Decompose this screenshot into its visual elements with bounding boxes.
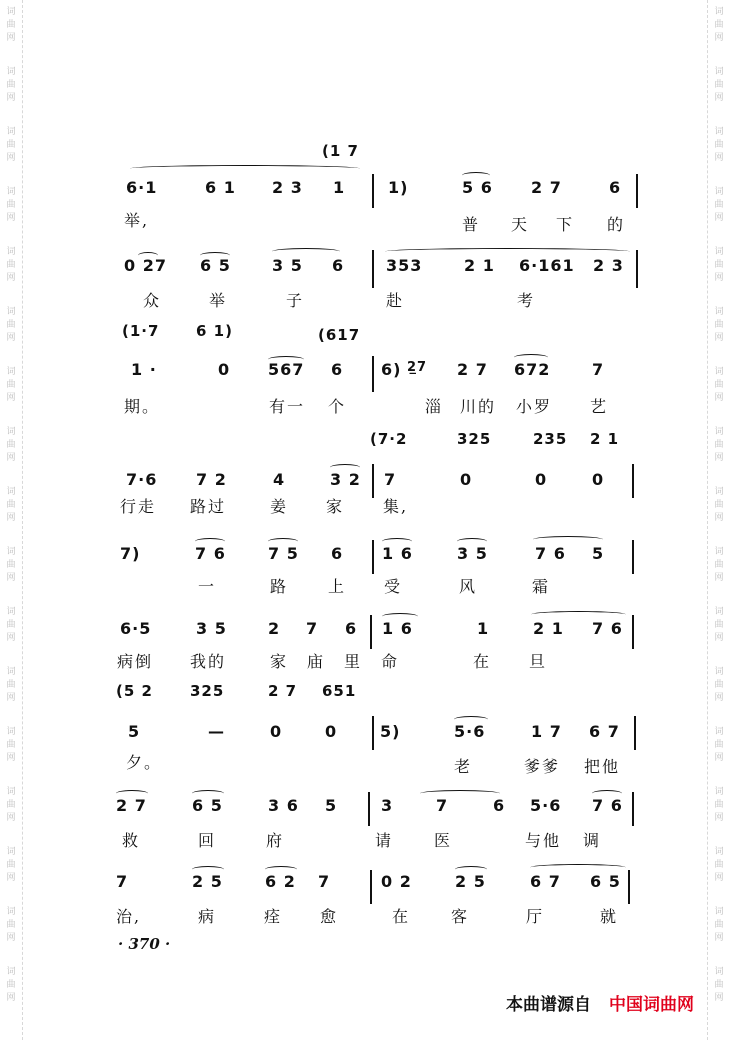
note-group: 1) bbox=[388, 178, 409, 197]
lyric: 有一 bbox=[269, 397, 306, 416]
slur-arc bbox=[530, 864, 626, 871]
note-group: 7 6 bbox=[535, 544, 566, 563]
watermark-text: 词 曲 网 bbox=[6, 547, 16, 583]
lyric: 治, bbox=[116, 907, 142, 926]
slur-arc bbox=[385, 248, 630, 255]
bar-line bbox=[372, 250, 374, 288]
note-group: 7 bbox=[436, 796, 449, 815]
bar-line bbox=[636, 174, 638, 208]
watermark-text: 词 曲 网 bbox=[6, 787, 16, 823]
note-group: 1 bbox=[333, 178, 346, 197]
lyric: 病倒 bbox=[117, 652, 154, 671]
watermark-text: 词 曲 网 bbox=[714, 847, 724, 883]
source-label: 本曲谱源自 bbox=[506, 995, 591, 1015]
note-group: 7 6 bbox=[195, 544, 226, 563]
note-group: 6 7 bbox=[589, 722, 620, 741]
lyric: 行走 bbox=[120, 497, 157, 516]
bar-line bbox=[372, 716, 374, 750]
watermark-text: 词 曲 网 bbox=[714, 787, 724, 823]
note-group: 2 3 bbox=[272, 178, 303, 197]
slur-arc bbox=[531, 611, 626, 618]
bar-line bbox=[632, 792, 634, 826]
watermark-text: 词 曲 网 bbox=[6, 67, 16, 103]
lyric: 爹爹 bbox=[524, 757, 561, 776]
lyric: 下 bbox=[556, 215, 575, 234]
lyric: 路 bbox=[270, 577, 289, 596]
lyric: 举 bbox=[209, 291, 228, 310]
lyric: 期。 bbox=[124, 397, 161, 416]
note-group: 2 bbox=[268, 619, 281, 638]
note-group: 1 · bbox=[131, 360, 157, 379]
lyric: 川的 bbox=[460, 397, 497, 416]
watermark-text: 词 曲 网 bbox=[6, 907, 16, 943]
lyric: 请 bbox=[375, 831, 394, 850]
watermark-text: 词 曲 网 bbox=[6, 7, 16, 43]
note-group: 5 bbox=[128, 722, 141, 741]
note-group: 5 bbox=[592, 544, 605, 563]
note-group: 0 bbox=[218, 360, 231, 379]
ornament-note: 6 1) bbox=[196, 322, 233, 340]
slur-arc bbox=[420, 790, 500, 797]
watermark-text: 词 曲 网 bbox=[714, 307, 724, 343]
ornament-note: (5 2 bbox=[116, 682, 153, 700]
note-group: 6 bbox=[609, 178, 622, 197]
watermark-text: 词 曲 网 bbox=[6, 607, 16, 643]
watermark-text: 词 曲 网 bbox=[6, 487, 16, 523]
watermark-text: 词 曲 网 bbox=[714, 907, 724, 943]
lyric: 与他 bbox=[525, 831, 562, 850]
bar-line bbox=[368, 792, 370, 826]
ornament-note: 235 bbox=[533, 430, 568, 448]
note-group: 0 bbox=[270, 722, 283, 741]
note-group: 7 bbox=[592, 360, 605, 379]
watermark-text: 词 曲 网 bbox=[714, 67, 724, 103]
watermark-text: 词 曲 网 bbox=[6, 367, 16, 403]
note-group: 0 bbox=[535, 470, 548, 489]
lyric: 普 bbox=[462, 215, 481, 234]
note-group: 4 bbox=[273, 470, 286, 489]
lyric: 小罗 bbox=[516, 397, 553, 416]
note-group: 3 5 bbox=[457, 544, 488, 563]
lyric: 上 bbox=[328, 577, 347, 596]
ornament-note: 651 bbox=[322, 682, 357, 700]
lyric: 夕。 bbox=[126, 753, 163, 772]
watermark-text: 词 曲 网 bbox=[714, 367, 724, 403]
lyric: 厅 bbox=[526, 907, 545, 926]
watermark-text: 词 曲 网 bbox=[714, 667, 724, 703]
score-system-1 bbox=[0, 140, 730, 240]
note-group: 7 5 bbox=[268, 544, 299, 563]
bar-line bbox=[372, 174, 374, 208]
lyric: 举, bbox=[124, 211, 150, 230]
watermark-text: 词 曲 网 bbox=[6, 427, 16, 463]
note-group: 2 5 bbox=[192, 872, 223, 891]
note-group: 7 6 bbox=[592, 796, 623, 815]
slur-arc bbox=[272, 248, 340, 255]
ornament-note: (1·7 bbox=[122, 322, 160, 340]
bar-line bbox=[636, 250, 638, 288]
note-group: 3 2 bbox=[330, 470, 361, 489]
lyric: 在 bbox=[473, 652, 492, 671]
note-group: 2 7 bbox=[116, 796, 147, 815]
watermark-text: 词 曲 网 bbox=[6, 187, 16, 223]
note-group: 5 bbox=[325, 796, 338, 815]
lyric: 集, bbox=[383, 497, 409, 516]
slur-arc bbox=[533, 536, 603, 543]
watermark-text: 词 曲 网 bbox=[6, 667, 16, 703]
lyric: 把他 bbox=[584, 757, 621, 776]
note-group: 6 5 bbox=[192, 796, 223, 815]
lyric: 子 bbox=[286, 291, 305, 310]
note-group: 353 bbox=[386, 256, 423, 275]
ornament-note: 2 1 bbox=[590, 430, 620, 448]
bar-line bbox=[632, 464, 634, 498]
lyric: 姜 bbox=[270, 497, 289, 516]
note-group: 7 bbox=[116, 872, 129, 891]
note-group: 3 bbox=[381, 796, 394, 815]
note-group: 7 bbox=[384, 470, 397, 489]
note-group: 6 bbox=[345, 619, 358, 638]
note-group: 0 2 bbox=[381, 872, 412, 891]
note-group: 6 bbox=[332, 256, 345, 275]
bar-line bbox=[628, 870, 630, 904]
lyric: 淄 bbox=[425, 397, 444, 416]
lyric: 赴 bbox=[386, 291, 405, 310]
lyric: 一 bbox=[198, 577, 217, 596]
note-group: 672 bbox=[514, 360, 551, 379]
lyric: 我的 bbox=[190, 652, 227, 671]
note-group: 0 bbox=[325, 722, 338, 741]
note-group: 7 bbox=[306, 619, 319, 638]
watermark-text: 词 曲 网 bbox=[714, 727, 724, 763]
note-group: 1 6 bbox=[382, 619, 413, 638]
lyric: 愈 bbox=[320, 907, 339, 926]
note-group: 6) bbox=[381, 360, 402, 379]
bar-line bbox=[372, 356, 374, 392]
watermark-text: 词 曲 网 bbox=[714, 427, 724, 463]
lyric: 家 bbox=[270, 652, 289, 671]
note-group: — bbox=[208, 722, 225, 741]
note-group: 7 2 bbox=[196, 470, 227, 489]
note-group: 1 6 bbox=[382, 544, 413, 563]
ornament-note: (617 bbox=[318, 326, 361, 344]
note-group: 7 6 bbox=[592, 619, 623, 638]
note-group: 7 bbox=[318, 872, 331, 891]
lyric: 里 bbox=[344, 652, 363, 671]
lyric: 霜 bbox=[532, 577, 551, 596]
watermark-text: 词 曲 网 bbox=[6, 307, 16, 343]
source-credit bbox=[506, 990, 694, 1015]
lyric: 庙 bbox=[307, 652, 326, 671]
lyric: 就 bbox=[600, 907, 619, 926]
bar-line bbox=[632, 540, 634, 574]
note-group: 5·6 bbox=[530, 796, 562, 815]
note-group: 2 7 bbox=[531, 178, 562, 197]
ornament-note: 2 7 bbox=[268, 682, 298, 700]
note-group: 567 bbox=[268, 360, 305, 379]
lyric: 命 bbox=[381, 652, 400, 671]
bar-line bbox=[634, 716, 636, 750]
note-group: 6 5 bbox=[590, 872, 621, 891]
lyric: 老 bbox=[454, 757, 473, 776]
lyric: 路过 bbox=[190, 497, 227, 516]
note-group: 7) bbox=[120, 544, 141, 563]
lyric: 旦 bbox=[529, 652, 548, 671]
note-group: 6 5 bbox=[200, 256, 231, 275]
note-group: 6·1 bbox=[126, 178, 158, 197]
note-group: 6 2 bbox=[265, 872, 296, 891]
score-system-3 bbox=[0, 320, 730, 420]
lyric: 病 bbox=[198, 907, 217, 926]
watermark-text: 词 曲 网 bbox=[714, 127, 724, 163]
note-group: 2 7 bbox=[457, 360, 488, 379]
page-number: · 370 · bbox=[118, 935, 171, 953]
watermark-text: 词 曲 网 bbox=[714, 487, 724, 523]
watermark-text: 词 曲 网 bbox=[714, 247, 724, 283]
bar-line bbox=[372, 540, 374, 574]
note-group: 3 5 bbox=[196, 619, 227, 638]
source-brand: 中国词曲网 bbox=[609, 995, 694, 1015]
lyric: 天 bbox=[511, 215, 530, 234]
score-system-7 bbox=[0, 680, 730, 780]
watermark-text: 词 曲 网 bbox=[6, 247, 16, 283]
bar-line bbox=[370, 870, 372, 904]
note-group: 6·161 bbox=[519, 256, 575, 275]
lyric: 调 bbox=[583, 831, 602, 850]
watermark-text: 词 曲 网 bbox=[714, 187, 724, 223]
watermark-text: 词 曲 网 bbox=[714, 607, 724, 643]
watermark-text: 词 曲 网 bbox=[6, 847, 16, 883]
note-group: 6·5 bbox=[120, 619, 152, 638]
lyric: 受 bbox=[384, 577, 403, 596]
tie-arc bbox=[130, 165, 360, 172]
grace-note: 2̲7 bbox=[407, 360, 428, 375]
lyric: 救 bbox=[122, 831, 141, 850]
note-group: 6 bbox=[331, 360, 344, 379]
note-group: 6 7 bbox=[530, 872, 561, 891]
lyric: 考 bbox=[517, 291, 536, 310]
note-group: 5) bbox=[380, 722, 401, 741]
note-group: 1 7 bbox=[531, 722, 562, 741]
watermark-text: 词 曲 网 bbox=[6, 727, 16, 763]
score-system-9 bbox=[0, 860, 730, 960]
note-group: 5 6 bbox=[462, 178, 493, 197]
watermark-text: 词 曲 网 bbox=[6, 127, 16, 163]
lyric: 医 bbox=[434, 831, 453, 850]
note-group: 0 bbox=[460, 470, 473, 489]
note-group: 2 3 bbox=[593, 256, 624, 275]
lyric: 众 bbox=[143, 291, 162, 310]
ornament-note: 325 bbox=[457, 430, 492, 448]
note-group: 7·6 bbox=[126, 470, 158, 489]
bar-line bbox=[372, 464, 374, 498]
lyric: 风 bbox=[459, 577, 478, 596]
note-group: 0 27 bbox=[124, 256, 167, 275]
note-group: 2 1 bbox=[464, 256, 495, 275]
watermark-text: 词 曲 网 bbox=[6, 967, 16, 1003]
note-group: 5·6 bbox=[454, 722, 486, 741]
lyric: 痊 bbox=[264, 907, 283, 926]
watermark-text: 词 曲 网 bbox=[714, 967, 724, 1003]
note-group: 1 bbox=[477, 619, 490, 638]
lyric: 回 bbox=[198, 831, 217, 850]
lyric: 在 bbox=[392, 907, 411, 926]
note-group: 6 bbox=[331, 544, 344, 563]
note-group: 3 6 bbox=[268, 796, 299, 815]
bar-line bbox=[370, 615, 372, 649]
ornament-note: (7·2 bbox=[370, 430, 408, 448]
note-group: 2 1 bbox=[533, 619, 564, 638]
lyric: 的 bbox=[607, 215, 626, 234]
ornament-note: (1 7 bbox=[322, 142, 359, 160]
lyric: 个 bbox=[328, 397, 347, 416]
note-group: 2 5 bbox=[455, 872, 486, 891]
note-group: 0 bbox=[592, 470, 605, 489]
note-group: 6 bbox=[493, 796, 506, 815]
note-group: 3 5 bbox=[272, 256, 303, 275]
lyric: 府 bbox=[266, 831, 285, 850]
lyric: 艺 bbox=[590, 397, 609, 416]
watermark-text: 词 曲 网 bbox=[714, 7, 724, 43]
watermark-text: 词 曲 网 bbox=[714, 547, 724, 583]
note-group: 6 1 bbox=[205, 178, 236, 197]
lyric: 家 bbox=[326, 497, 345, 516]
ornament-note: 325 bbox=[190, 682, 225, 700]
bar-line bbox=[632, 615, 634, 649]
lyric: 客 bbox=[451, 907, 470, 926]
score-system-4 bbox=[0, 428, 730, 528]
